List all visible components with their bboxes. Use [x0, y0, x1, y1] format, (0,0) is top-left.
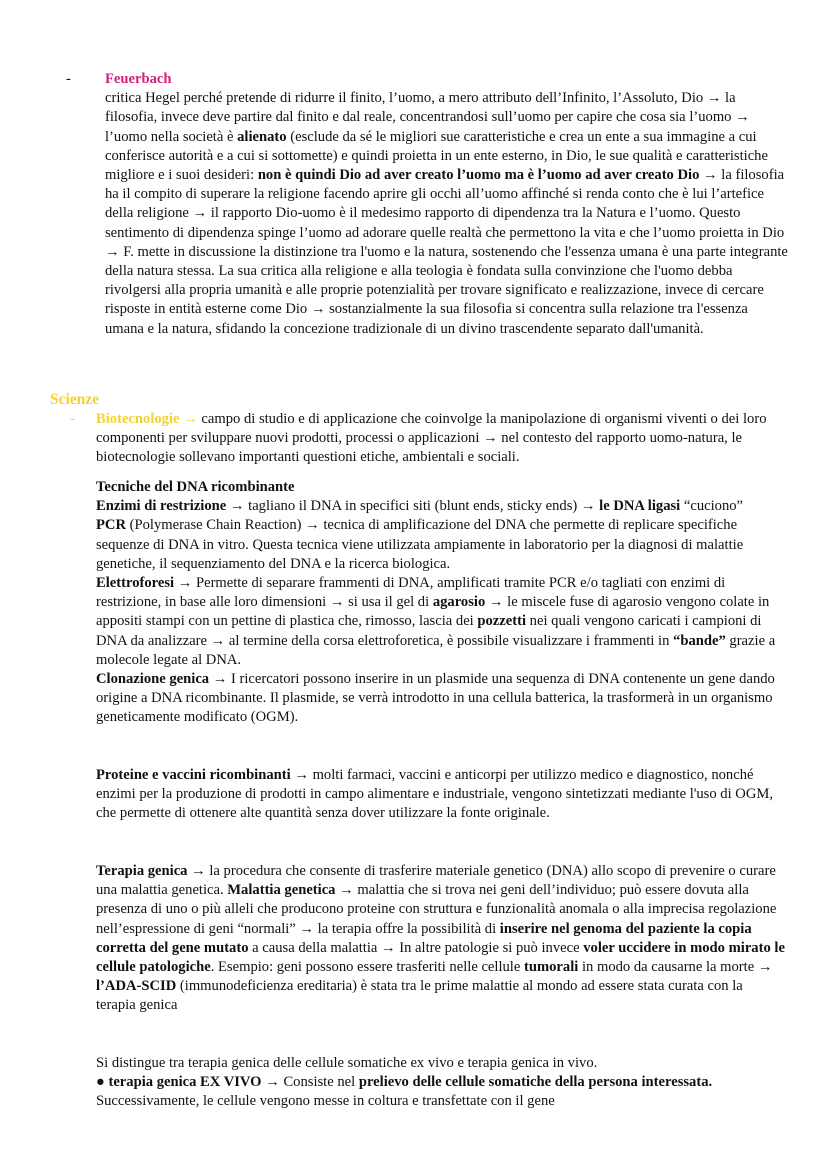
bullet-dash: -	[70, 411, 75, 427]
feuerbach-section	[105, 70, 790, 339]
biotecnologie-paragraph: Biotecnologie → campo di studio e di applicazione che coinvolge la manipolazione di organismi viventi o dei loro componenti per sviluppare nuovi prodotti, processi o applicazioni → nel contesto del rapporto uomo-natura, le biotecnologie sollevano importanti questioni etiche, ambientali e sociali.	[96, 411, 767, 466]
bullet-dash: -	[66, 71, 71, 87]
elettroforesi-paragraph: Elettroforesi → Permette di separare frammenti di DNA, amplificati tramite PCR e/o tagliati con enzimi di restrizione, in base alle loro dimensioni → si usa il gel di agarosio → le miscele fuse di agarosio vengono colate in appositi stampi con un pettine di plastica che, rimosso, lascia dei pozzetti nei quali vengono caricati i campioni di DNA da analizzare → al termine della corsa elettroforetica, è possibile visualizzare i frammenti in “bande” grazie a molecole legate al DNA.	[96, 575, 776, 668]
distingue-paragraph: Si distingue tra terapia genica delle cellule somatiche ex vivo e terapia genica in vivo.	[96, 1055, 598, 1071]
clonazione-paragraph: Clonazione genica → I ricercatori possono inserire in un plasmide una sequenza di DNA contenente un gene dando origine a DNA ricombinante. Il plasmide, se verrà introdotto in una cellula batterica, la trasformerà in un organismo geneticamente modificato (OGM).	[96, 671, 775, 726]
dna-heading: Tecniche del DNA ricombinante	[96, 479, 295, 495]
distingue-section	[96, 1054, 786, 1112]
pcr-paragraph: PCR (Polymerase Chain Reaction) → tecnica di amplificazione del DNA che permette di replicare specifiche sequenze di DNA in vitro. Questa tecnica viene utilizzata ampiamente in laboratorio per la diagnosi di malattie genetiche, il sequenziamento del DNA e la ricerca biologica.	[96, 517, 744, 572]
enzimi-paragraph: Enzimi di restrizione → tagliano il DNA in specifici siti (blunt ends, sticky ends) → le DNA ligasi “cuciono”	[96, 498, 744, 515]
dna-section	[96, 478, 786, 728]
feuerbach-title: Feuerbach	[105, 71, 172, 87]
terapia-paragraph: Terapia genica → la procedura che consente di trasferire materiale genetico (DNA) allo scopo di prevenire o curare una malattia genetica. Malattia genetica → malattia che si trova nei geni dell’individuo; può essere dovuta alla presenza di uno o più alleli che producono proteine con struttura e funzionalità anomala o alla imprecisa regolazione nell’espressione di geni “normali” → la terapia offre la possibilità di inserire nel genoma del paziente la copia corretta del gene mutato a causa della malattia → In altre patologie si può invece voler uccidere in modo mirato le cellule patologiche. Esempio: geni possono essere trasferiti nelle cellule tumorali in modo da causarne la morte → l’ADA-SCID (immunodeficienza ereditaria) è stata tra le prime malattie al mondo ad essere stata curata con la terapia genica	[96, 863, 785, 1014]
section-heading-scienze: Scienze	[50, 391, 100, 408]
biotecnologie-title: Biotecnologie →	[96, 411, 198, 427]
ex-vivo-paragraph: ● terapia genica EX VIVO → Consiste nel prelievo delle cellule somatiche della persona interessata. Successivamente, le cellule vengono messe in coltura e transfettate con il gene	[96, 1074, 713, 1110]
proteine-paragraph: Proteine e vaccini ricombinanti → molti farmaci, vaccini e anticorpi per utilizzo medico e diagnostico, nonché enzimi per la produzione di prodotti in campo alimentare e industriale, vengono sintetizzati mediante l'uso di OGM, che permette di ottenere alte quantità senza dover utilizzare la fonte originale.	[96, 767, 773, 822]
feuerbach-paragraph: critica Hegel perché pretende di ridurre il finito, l’uomo, a mero attributo dell’Infinito, l’Assoluto, Dio → la filosofia, invece deve partire dal finito e dal reale, concentrandosi sull’uomo per capire che cosa sia l’uomo → l’uomo nella società è alienato (esclude da sé le migliori sue caratteristiche e crea un ente a sua immagine a cui conferisce autorità e a cui si sottomette) e quindi proietta in un ente esterno, in Dio, le sue qualità e caratteristiche migliore e i suoi desideri: non è quindi Dio ad aver creato l’uomo ma è l’uomo ad aver creato Dio → la filosofia ha il compito di superare la religione facendo aprire gli occhi all’uomo affinché si renda conto che è lui l’artefice della religione → il rapporto Dio-uomo è il medesimo rapporto di dipendenza tra la Natura e l’uomo. Questo sentimento di dipendenza spinge l’uomo ad adorare quelle realtà che permettono la vita e che l’uomo proietta in Dio → F. mette in discussione la distinzione tra l'uomo e la natura, sostenendo che l'essenza umana è una parte integrante della natura stessa. La sua critica alla religione e alla teologia è fondata sulla convinzione che l'uomo debba rivolgersi alla propria umanità e alle proprie potenzialità per trovare significato e realizzazione, invece di cercare risposte in entità esterne come Dio → sostanzialmente la sua filosofia si concentra sulla relazione tra l'essenza umana e la natura, sfidando la concezione tradizionale di un divino trascendente separato dall'umanità.	[105, 90, 788, 337]
